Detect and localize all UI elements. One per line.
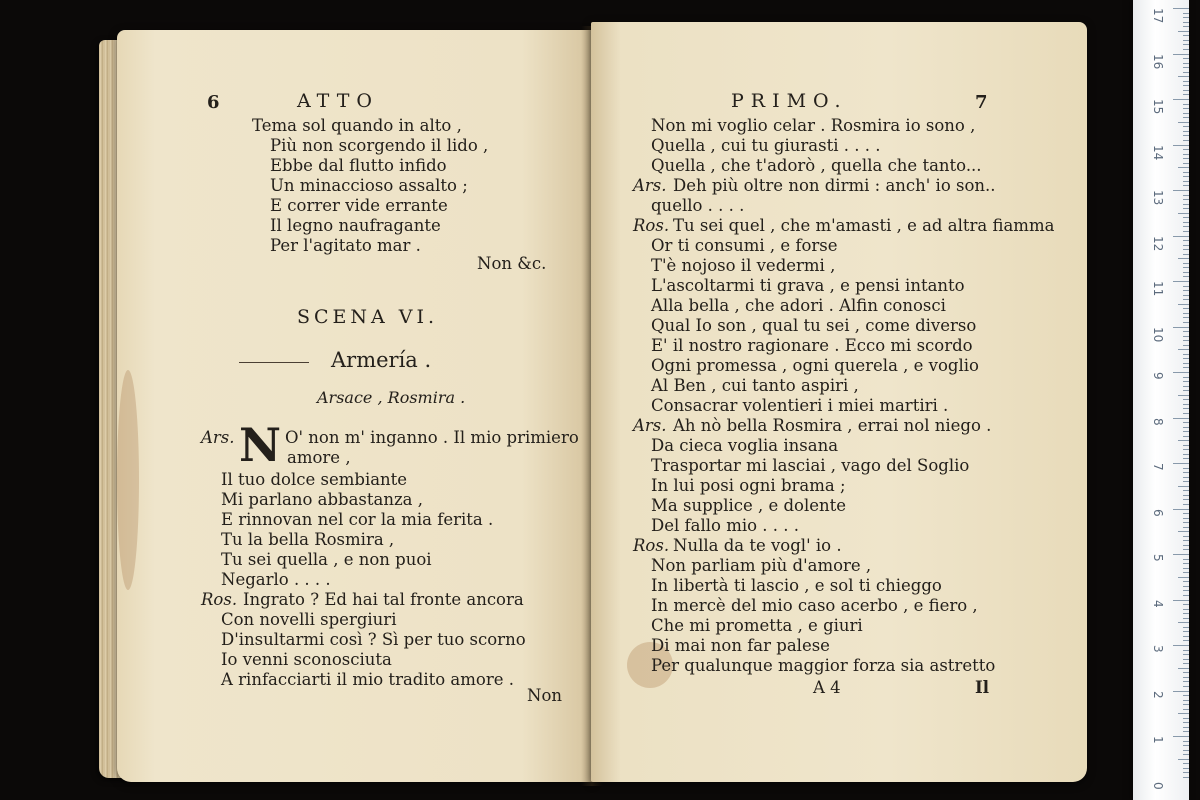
- ruler-number: 15: [1151, 99, 1165, 115]
- ruler-number: 3: [1151, 645, 1165, 653]
- ruler-tick: [1183, 154, 1189, 155]
- ruler-tick: [1178, 349, 1189, 350]
- left-page: [117, 30, 593, 782]
- ruler-tick: [1183, 695, 1189, 696]
- dialogue-line: E rinnovan nel cor la mia ferita .: [221, 510, 494, 529]
- ruler-number: 13: [1151, 190, 1165, 206]
- ruler-tick: [1183, 363, 1189, 364]
- dialogue-line: Qual Io son , qual tu sei , come diverso: [651, 316, 977, 335]
- non-etc: Non &c.: [477, 254, 547, 273]
- scene-characters: Arsace , Rosmira .: [317, 388, 466, 407]
- ruler-tick: [1183, 222, 1189, 223]
- ruler-tick: [1183, 272, 1189, 273]
- catchword: Non: [527, 686, 562, 705]
- ruler-tick: [1183, 527, 1189, 528]
- ruler-number: 9: [1151, 372, 1165, 380]
- ruler-tick: [1183, 131, 1189, 132]
- running-header: ATTO: [297, 90, 379, 112]
- ruler-tick: [1183, 22, 1189, 23]
- ruler-tick: [1183, 677, 1189, 678]
- ruler-tick: [1178, 258, 1189, 259]
- ruler-tick: [1183, 117, 1189, 118]
- ruler-tick: [1178, 531, 1189, 532]
- ruler-tick: [1183, 663, 1189, 664]
- ruler-tick: [1183, 650, 1189, 651]
- ruler-tick: [1183, 449, 1189, 450]
- dialogue-line: A rinfacciarti il mio tradito amore .: [221, 670, 514, 689]
- ruler-tick: [1183, 458, 1189, 459]
- dialogue-line: Ah nò bella Rosmira , errai nol niego .: [673, 416, 992, 435]
- speaker-label: Ars.: [633, 416, 667, 435]
- verse-line: Più non scorgendo il lido ,: [270, 136, 489, 155]
- ruler-tick: [1178, 395, 1189, 396]
- drop-cap: N: [239, 418, 282, 472]
- ruler-tick: [1183, 108, 1189, 109]
- dialogue-line: Al Ben , cui tanto aspiri ,: [651, 376, 859, 395]
- ruler-tick: [1183, 572, 1189, 573]
- ruler-tick: [1183, 436, 1189, 437]
- ruler-tick: [1173, 145, 1189, 146]
- ruler-tick: [1183, 399, 1189, 400]
- ruler-tick: [1173, 418, 1189, 419]
- ruler-tick: [1183, 308, 1189, 309]
- ruler-tick: [1183, 331, 1189, 332]
- ruler-tick: [1183, 731, 1189, 732]
- page-number: 6: [207, 92, 220, 113]
- ruler-tick: [1183, 249, 1189, 250]
- ruler-tick: [1183, 772, 1189, 773]
- ruler-tick: [1183, 709, 1189, 710]
- dialogue-line: Tu sei quella , e non puoi: [221, 550, 432, 569]
- ruler-tick: [1183, 135, 1189, 136]
- ruler-tick: [1183, 81, 1189, 82]
- dialogue-line: amore ,: [287, 448, 351, 467]
- speaker-label: Ars.: [633, 176, 667, 195]
- dialogue-line: Ma supplice , e dolente: [651, 496, 847, 515]
- ruler-tick: [1183, 276, 1189, 277]
- verse-line: Un minaccioso assalto ;: [270, 176, 468, 195]
- dialogue-line: quello . . . .: [651, 196, 745, 215]
- ruler-tick: [1183, 627, 1189, 628]
- ruler-tick: [1183, 295, 1189, 296]
- ruler-tick: [1183, 290, 1189, 291]
- ruler-tick: [1183, 254, 1189, 255]
- ruler-number: 6: [1151, 508, 1165, 517]
- ruler-number: 10: [1151, 326, 1165, 342]
- ruler-tick: [1183, 445, 1189, 446]
- ruler-tick: [1183, 513, 1189, 514]
- ruler-tick: [1183, 195, 1189, 196]
- ruler-tick: [1183, 263, 1189, 264]
- edge-stain: [117, 370, 139, 590]
- ruler-tick: [1183, 604, 1189, 605]
- ruler-tick: [1183, 217, 1189, 218]
- dialogue-line: Consacrar volentieri i miei martiri .: [651, 396, 949, 415]
- ruler-tick: [1183, 313, 1189, 314]
- ruler-tick: [1183, 518, 1189, 519]
- ruler-tick: [1183, 149, 1189, 150]
- speaker-label: Ros.: [201, 590, 238, 609]
- dialogue-line: Io venni sconosciuta: [221, 650, 392, 669]
- ruler-tick: [1183, 545, 1189, 546]
- ruler-tick: [1183, 185, 1189, 186]
- ruler-number: 1: [1151, 736, 1165, 744]
- ruler-tick: [1183, 768, 1189, 769]
- ruler-tick: [1183, 522, 1189, 523]
- ruler-tick: [1178, 713, 1189, 714]
- ruler-tick: [1183, 777, 1189, 778]
- page-number: 7: [975, 92, 988, 113]
- running-header: PRIMO.: [731, 90, 848, 112]
- ruler-tick: [1173, 600, 1189, 601]
- ruler-tick: [1183, 286, 1189, 287]
- ruler-tick: [1173, 236, 1189, 237]
- ruler-tick: [1183, 672, 1189, 673]
- ruler-tick: [1183, 754, 1189, 755]
- ruler-tick: [1183, 659, 1189, 660]
- ruler-tick: [1183, 413, 1189, 414]
- dialogue-line: T'è nojoso il vedermi ,: [651, 256, 836, 275]
- ruler-tick: [1183, 204, 1189, 205]
- dialogue-line: Or ti consumi , e forse: [651, 236, 838, 255]
- ruler-tick: [1178, 622, 1189, 623]
- ruler-tick: [1183, 44, 1189, 45]
- ruler-tick: [1183, 595, 1189, 596]
- ruler-tick: [1183, 158, 1189, 159]
- ruler-tick: [1183, 468, 1189, 469]
- ruler-tick: [1173, 463, 1189, 464]
- ruler-tick: [1183, 581, 1189, 582]
- ruler-tick: [1183, 636, 1189, 637]
- dialogue-line: D'insultarmi così ? Sì per tuo scorno: [221, 630, 526, 649]
- ruler-tick: [1173, 736, 1189, 737]
- ruler-tick: [1183, 377, 1189, 378]
- ruler-tick: [1183, 499, 1189, 500]
- ruler-tick: [1173, 509, 1189, 510]
- dialogue-line: Quella , cui tu giurasti . . . .: [651, 136, 881, 155]
- ruler-tick: [1183, 113, 1189, 114]
- speaker-label: Ros.: [633, 216, 670, 235]
- dialogue-line: Nulla da te vogl' io .: [673, 536, 842, 555]
- ruler-tick: [1173, 645, 1189, 646]
- ruler-tick: [1183, 163, 1189, 164]
- ruler-tick: [1183, 140, 1189, 141]
- ruler-tick: [1183, 322, 1189, 323]
- verse-line: E correr vide errante: [270, 196, 448, 215]
- dialogue-line: Ingrato ? Ed hai tal fronte ancora: [243, 590, 524, 609]
- ruler-tick: [1183, 176, 1189, 177]
- dialogue-line: Con novelli spergiuri: [221, 610, 397, 629]
- dialogue-line: Alla bella , che adori . Alfin conosci: [651, 296, 946, 315]
- dialogue-line: Trasportar mi lasciai , vago del Soglio: [651, 456, 970, 475]
- ruler-tick: [1183, 126, 1189, 127]
- ruler-tick: [1183, 700, 1189, 701]
- ruler-tick: [1173, 554, 1189, 555]
- ruler-tick: [1183, 381, 1189, 382]
- ruler-tick: [1183, 208, 1189, 209]
- ruler-tick: [1183, 345, 1189, 346]
- ruler-number: 12: [1151, 235, 1165, 251]
- dialogue-line: O' non m' inganno . Il mio primiero: [285, 428, 579, 447]
- ruler-tick: [1183, 49, 1189, 50]
- ruler-tick: [1183, 750, 1189, 751]
- ruler-tick: [1178, 440, 1189, 441]
- ruler-tick: [1183, 741, 1189, 742]
- verse-line: Tema sol quando in alto ,: [252, 116, 462, 135]
- ruler-tick: [1183, 504, 1189, 505]
- ornament-rule: [239, 362, 309, 363]
- scene-heading: SCENA VI.: [297, 306, 439, 328]
- ruler-tick: [1183, 35, 1189, 36]
- dialogue-line: Tu la bella Rosmira ,: [221, 530, 395, 549]
- dialogue-line: Ogni promessa , ogni querela , e voglio: [651, 356, 979, 375]
- ruler-tick: [1183, 26, 1189, 27]
- dialogue-line: Il tuo dolce sembiante: [221, 470, 408, 489]
- ruler-tick: [1183, 559, 1189, 560]
- measuring-ruler: [1133, 0, 1189, 800]
- dialogue-line: Deh più oltre non dirmi : anch' io son..: [673, 176, 996, 195]
- ruler-tick: [1183, 609, 1189, 610]
- ruler-tick: [1183, 199, 1189, 200]
- dialogue-line: Non parliam più d'amore ,: [651, 556, 872, 575]
- ruler-tick: [1183, 477, 1189, 478]
- ruler-tick: [1183, 67, 1189, 68]
- ruler-tick: [1183, 613, 1189, 614]
- ruler-tick: [1183, 590, 1189, 591]
- ruler-tick: [1183, 454, 1189, 455]
- ruler-tick: [1183, 104, 1189, 105]
- ruler-tick: [1183, 704, 1189, 705]
- speaker-label: Ars.: [201, 428, 235, 447]
- dialogue-line: Di mai non far palese: [651, 636, 830, 655]
- ruler-tick: [1183, 317, 1189, 318]
- ruler-number: 2: [1151, 690, 1165, 699]
- ruler-tick: [1178, 31, 1189, 32]
- ruler-tick: [1183, 367, 1189, 368]
- ruler-tick: [1183, 568, 1189, 569]
- ruler-tick: [1178, 668, 1189, 669]
- ruler-tick: [1183, 13, 1189, 14]
- dialogue-line: In libertà ti lascio , e sol ti chieggo: [651, 576, 942, 595]
- signature-mark: A 4: [813, 678, 841, 697]
- dialogue-line: Mi parlano abbastanza ,: [221, 490, 424, 509]
- ruler-tick: [1173, 691, 1189, 692]
- open-book: [95, 18, 1095, 786]
- ruler-tick: [1173, 327, 1189, 328]
- ruler-tick: [1183, 240, 1189, 241]
- ruler-tick: [1183, 686, 1189, 687]
- ruler-number: 4: [1151, 599, 1165, 608]
- ruler-tick: [1183, 722, 1189, 723]
- ruler-tick: [1183, 90, 1189, 91]
- ruler-number: 5: [1151, 554, 1165, 562]
- dialogue-line: Tu sei quel , che m'amasti , e ad altra fiamma: [673, 216, 1055, 235]
- ruler-tick: [1183, 17, 1189, 18]
- dialogue-line: In lui posi ogni brama ;: [651, 476, 846, 495]
- ruler-tick: [1183, 58, 1189, 59]
- ruler-number: 11: [1151, 281, 1165, 297]
- verse-line: Il legno naufragante: [270, 216, 441, 235]
- ruler-tick: [1183, 718, 1189, 719]
- ruler-tick: [1183, 63, 1189, 64]
- dialogue-line: In mercè del mio caso acerbo , e fiero ,: [651, 596, 978, 615]
- dialogue-line: Del fallo mio . . . .: [651, 516, 800, 535]
- catchword: Il: [975, 678, 989, 697]
- dialogue-line: Negarlo . . . .: [221, 570, 331, 589]
- ruler-tick: [1173, 281, 1189, 282]
- ruler-tick: [1178, 167, 1189, 168]
- ruler-tick: [1183, 563, 1189, 564]
- ruler-tick: [1183, 431, 1189, 432]
- ruler-tick: [1178, 76, 1189, 77]
- ruler-tick: [1178, 486, 1189, 487]
- ruler-tick: [1183, 540, 1189, 541]
- ruler-tick: [1183, 72, 1189, 73]
- ruler-tick: [1183, 763, 1189, 764]
- ruler-tick: [1173, 54, 1189, 55]
- ruler-number: 14: [1151, 144, 1165, 160]
- verse-line: Per l'agitato mar .: [270, 236, 421, 255]
- ruler-tick: [1178, 577, 1189, 578]
- ruler-tick: [1183, 181, 1189, 182]
- ruler-tick: [1183, 640, 1189, 641]
- ruler-tick: [1183, 358, 1189, 359]
- ruler-tick: [1183, 549, 1189, 550]
- right-page: [591, 22, 1087, 782]
- ruler-tick: [1183, 226, 1189, 227]
- ruler-tick: [1183, 472, 1189, 473]
- ruler-tick: [1183, 654, 1189, 655]
- ruler-tick: [1178, 304, 1189, 305]
- dialogue-line: E' il nostro ragionare . Ecco mi scordo: [651, 336, 973, 355]
- ruler-tick: [1183, 727, 1189, 728]
- ruler-number: 7: [1151, 463, 1165, 471]
- ruler-number: 16: [1151, 53, 1165, 69]
- ruler-tick: [1183, 85, 1189, 86]
- dialogue-line: Da cieca voglia insana: [651, 436, 839, 455]
- dialogue-line: Non mi voglio celar . Rosmira io sono ,: [651, 116, 976, 135]
- ruler-tick: [1183, 340, 1189, 341]
- ruler-tick: [1183, 245, 1189, 246]
- scene-place: Armería .: [331, 348, 432, 372]
- ruler-tick: [1183, 427, 1189, 428]
- ruler-tick: [1173, 372, 1189, 373]
- ruler-tick: [1183, 408, 1189, 409]
- ruler-tick: [1173, 190, 1189, 191]
- ruler-tick: [1183, 490, 1189, 491]
- ruler-tick: [1183, 231, 1189, 232]
- ruler-tick: [1183, 354, 1189, 355]
- ruler-tick: [1178, 213, 1189, 214]
- ruler-tick: [1183, 631, 1189, 632]
- ruler-tick: [1183, 40, 1189, 41]
- ruler-number: 8: [1151, 417, 1165, 426]
- ruler-tick: [1183, 422, 1189, 423]
- ruler-tick: [1183, 299, 1189, 300]
- dialogue-line: L'ascoltarmi ti grava , e pensi intanto: [651, 276, 965, 295]
- ruler-tick: [1183, 586, 1189, 587]
- verse-line: Ebbe dal flutto infido: [270, 156, 447, 175]
- ruler-tick: [1183, 495, 1189, 496]
- ruler-tick: [1183, 404, 1189, 405]
- ruler-tick: [1173, 99, 1189, 100]
- ruler-tick: [1183, 172, 1189, 173]
- ruler-tick: [1183, 390, 1189, 391]
- ruler-tick: [1183, 536, 1189, 537]
- dialogue-line: Quella , che t'adorò , quella che tanto...: [651, 156, 982, 175]
- ruler-tick: [1183, 267, 1189, 268]
- dialogue-line: Per qualunque maggior forza sia astretto: [651, 656, 996, 675]
- ruler-tick: [1183, 681, 1189, 682]
- ruler-tick: [1173, 8, 1189, 9]
- ruler-tick: [1183, 481, 1189, 482]
- ruler-tick: [1183, 386, 1189, 387]
- dialogue-line: Che mi prometta , e giuri: [651, 616, 863, 635]
- ruler-tick: [1183, 618, 1189, 619]
- ruler-tick: [1178, 759, 1189, 760]
- ruler-number: 0: [1151, 781, 1165, 790]
- ruler-tick: [1178, 122, 1189, 123]
- speaker-label: Ros.: [633, 536, 670, 555]
- ruler-tick: [1183, 94, 1189, 95]
- ruler-tick: [1183, 336, 1189, 337]
- ruler-number: 17: [1151, 8, 1165, 24]
- ruler-tick: [1183, 745, 1189, 746]
